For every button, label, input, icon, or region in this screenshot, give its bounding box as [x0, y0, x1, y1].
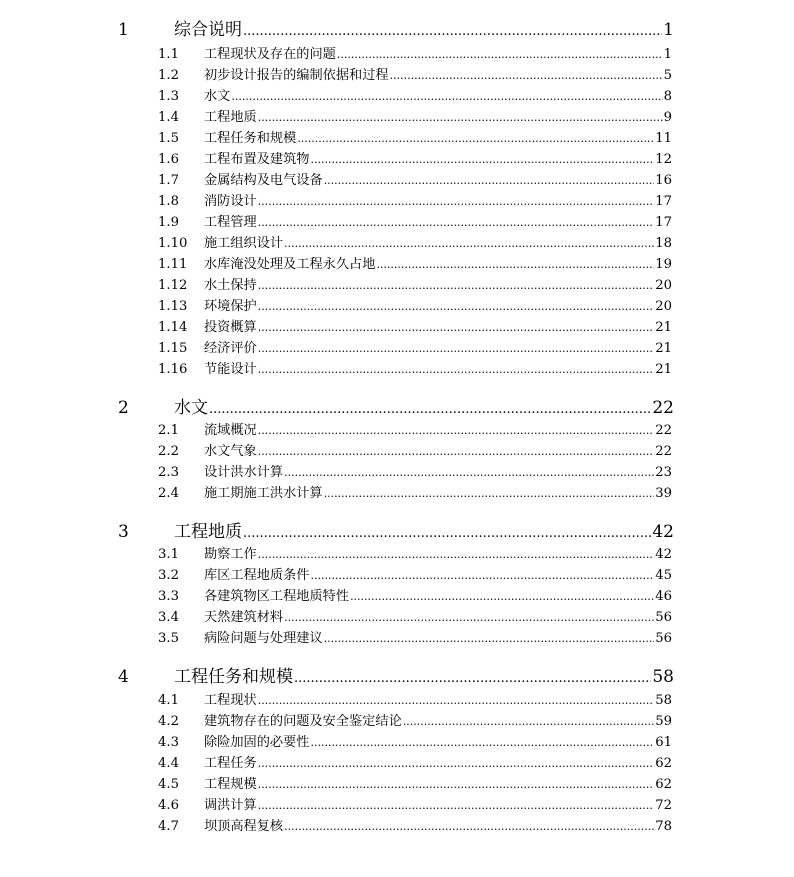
toc-entry-title: 工程任务和规模 [174, 667, 293, 687]
toc-entry-number: 2.3 [158, 465, 179, 480]
toc-entry-number: 1.1 [158, 47, 179, 62]
toc-entry-page-number: 12 [655, 152, 672, 167]
toc-section-entry[interactable] [158, 172, 672, 190]
dot-leader [243, 523, 651, 545]
toc-section-entry[interactable] [158, 546, 672, 564]
toc-entry-number: 2 [118, 398, 129, 418]
toc-entry-title: 施工组织设计 [204, 236, 284, 251]
toc-entry-title: 设计洪水计算 [204, 465, 284, 480]
toc-entry-page-number: 21 [655, 320, 672, 335]
dot-leader [284, 818, 654, 836]
toc-entry-page-number: 61 [655, 735, 672, 750]
toc-entry-title: 工程地质 [174, 522, 242, 542]
toc-entry-title: 水土保持 [204, 278, 257, 293]
dot-leader [324, 485, 655, 503]
toc-entry-page-number: 18 [655, 236, 672, 251]
toc-entry-page-number: 42 [652, 522, 674, 542]
toc-entry-number: 1.13 [158, 299, 188, 314]
toc-chapter-entry[interactable] [118, 19, 674, 43]
toc-entry-title: 水文 [174, 398, 208, 418]
toc-entry-number: 4.4 [158, 756, 179, 771]
toc-section-entry[interactable] [158, 298, 672, 316]
toc-entry-number: 3.4 [158, 610, 179, 625]
toc-entry-page-number: 17 [655, 215, 672, 230]
toc-entry-number: 1 [118, 20, 129, 40]
toc-entry-number: 4.2 [158, 714, 179, 729]
dot-leader [284, 464, 654, 482]
toc-section-entry[interactable] [158, 485, 672, 503]
dot-leader [337, 46, 663, 64]
dot-leader [258, 755, 654, 773]
toc-entry-number: 4.7 [158, 819, 179, 834]
toc-section-entry[interactable] [158, 443, 672, 461]
toc-section-entry[interactable] [158, 193, 672, 211]
dot-leader [376, 256, 654, 274]
toc-entry-page-number: 23 [655, 465, 672, 480]
toc-section-entry[interactable] [158, 755, 672, 773]
toc-entry-title: 勘察工作 [204, 547, 257, 562]
toc-section-entry[interactable] [158, 818, 672, 836]
toc-entry-title: 除险加固的必要性 [204, 735, 310, 750]
toc-section-entry[interactable] [158, 88, 672, 106]
toc-section-entry[interactable] [158, 277, 672, 295]
toc-section-entry[interactable] [158, 464, 672, 482]
dot-leader [258, 443, 654, 461]
toc-entry-title: 库区工程地质条件 [204, 568, 310, 583]
toc-entry-number: 1.7 [158, 173, 179, 188]
toc-entry-page-number: 21 [655, 362, 672, 377]
toc-entry-page-number: 78 [655, 819, 672, 834]
toc-section-entry[interactable] [158, 214, 672, 232]
dot-leader [209, 399, 651, 421]
toc-entry-title: 经济评价 [204, 341, 257, 356]
toc-section-entry[interactable] [158, 151, 672, 169]
toc-entry-title: 坝顶高程复核 [204, 819, 284, 834]
toc-entry-title: 环境保护 [204, 299, 257, 314]
toc-entry-number: 1.15 [158, 341, 188, 356]
toc-entry-page-number: 39 [655, 486, 672, 501]
toc-entry-number: 2.2 [158, 444, 179, 459]
toc-entry-title: 工程任务和规模 [204, 131, 297, 146]
toc-entry-number: 4.3 [158, 735, 179, 750]
toc-entry-title: 水文气象 [204, 444, 257, 459]
dot-leader [258, 214, 654, 232]
toc-entry-page-number: 19 [655, 257, 672, 272]
toc-entry-number: 2.1 [158, 423, 179, 438]
toc-entry-title: 投资概算 [204, 320, 257, 335]
dot-leader [258, 422, 654, 440]
toc-entry-number: 1.9 [158, 215, 179, 230]
dot-leader [258, 797, 654, 815]
toc-entry-number: 1.10 [158, 236, 188, 251]
toc-entry-page-number: 58 [652, 667, 674, 687]
toc-entry-page-number: 72 [655, 798, 672, 813]
toc-entry-number: 3.1 [158, 547, 179, 562]
toc-entry-number: 1.12 [158, 278, 188, 293]
toc-entry-title: 水文 [204, 89, 231, 104]
toc-entry-title: 水库淹没处理及工程永久占地 [204, 257, 376, 272]
toc-entry-title: 金属结构及电气设备 [204, 173, 323, 188]
dot-leader [294, 668, 651, 690]
toc-entry-title: 建筑物存在的问题及安全鉴定结论 [204, 714, 402, 729]
toc-entry-page-number: 45 [655, 568, 672, 583]
toc-entry-title: 综合说明 [174, 20, 242, 40]
dot-leader [258, 361, 654, 379]
dot-leader [258, 340, 654, 358]
toc-entry-number: 3.2 [158, 568, 179, 583]
toc-entry-page-number: 22 [655, 444, 672, 459]
toc-entry-number: 3.3 [158, 589, 179, 604]
toc-entry-number: 3 [118, 522, 129, 542]
toc-section-entry[interactable] [158, 67, 672, 85]
dot-leader [231, 88, 662, 106]
dot-leader [258, 319, 654, 337]
toc-entry-number: 1.14 [158, 320, 188, 335]
dot-leader [258, 109, 663, 127]
toc-entry-number: 4.6 [158, 798, 179, 813]
toc-entry-page-number: 20 [655, 278, 672, 293]
toc-section-entry[interactable] [158, 340, 672, 358]
toc-entry-page-number: 9 [663, 110, 672, 125]
dot-leader [324, 172, 655, 190]
toc-entry-page-number: 21 [655, 341, 672, 356]
toc-entry-page-number: 56 [655, 631, 672, 646]
toc-section-entry[interactable] [158, 130, 672, 148]
dot-leader [258, 193, 654, 211]
toc-entry-title: 工程规模 [204, 777, 257, 792]
toc-entry-page-number: 42 [655, 547, 672, 562]
toc-entry-page-number: 62 [655, 777, 672, 792]
toc-section-entry[interactable] [158, 630, 672, 648]
dot-leader [258, 277, 654, 295]
dot-leader [311, 734, 655, 752]
dot-leader [324, 630, 655, 648]
dot-leader [390, 67, 663, 85]
dot-leader [311, 567, 655, 585]
toc-section-entry[interactable] [158, 361, 672, 379]
toc-section-entry[interactable] [158, 609, 672, 627]
toc-section-entry[interactable] [158, 422, 672, 440]
toc-entry-number: 1.5 [158, 131, 179, 146]
dot-leader [258, 692, 654, 710]
toc-entry-page-number: 46 [655, 589, 672, 604]
dot-leader [284, 235, 654, 253]
toc-entry-number: 1.8 [158, 194, 179, 209]
toc-entry-title: 天然建筑材料 [204, 610, 284, 625]
toc-entry-title: 工程任务 [204, 756, 257, 771]
toc-entry-page-number: 11 [655, 131, 672, 146]
toc-entry-page-number: 5 [663, 68, 672, 83]
toc-entry-title: 施工期施工洪水计算 [204, 486, 323, 501]
toc-entry-page-number: 16 [655, 173, 672, 188]
toc-entry-number: 2.4 [158, 486, 179, 501]
toc-entry-page-number: 58 [655, 693, 672, 708]
dot-leader [258, 776, 654, 794]
toc-section-entry[interactable] [158, 588, 672, 606]
toc-section-entry[interactable] [158, 235, 672, 253]
toc-section-entry[interactable] [158, 567, 672, 585]
toc-section-entry[interactable] [158, 256, 672, 274]
toc-section-entry[interactable] [158, 692, 672, 710]
toc-entry-number: 1.16 [158, 362, 188, 377]
toc-entry-number: 4 [118, 667, 129, 687]
dot-leader [403, 713, 654, 731]
dot-leader [284, 609, 654, 627]
toc-section-entry[interactable] [158, 776, 672, 794]
toc-entry-title: 消防设计 [204, 194, 257, 209]
toc-entry-number: 1.4 [158, 110, 179, 125]
dot-leader [297, 130, 654, 148]
toc-section-entry[interactable] [158, 46, 672, 64]
toc-entry-number: 1.6 [158, 152, 179, 167]
toc-entry-page-number: 17 [655, 194, 672, 209]
dot-leader [258, 546, 654, 564]
toc-entry-number: 1.2 [158, 68, 179, 83]
toc-entry-title: 病险问题与处理建议 [204, 631, 323, 646]
toc-entry-page-number: 1 [663, 47, 672, 62]
toc-entry-page-number: 62 [655, 756, 672, 771]
toc-entry-title: 各建筑物区工程地质特性 [204, 589, 350, 604]
toc-entry-number: 1.3 [158, 89, 179, 104]
toc-entry-page-number: 22 [655, 423, 672, 438]
toc-entry-page-number: 8 [663, 89, 672, 104]
toc-entry-title: 流域概况 [204, 423, 257, 438]
toc-entry-title: 节能设计 [204, 362, 257, 377]
toc-section-entry[interactable] [158, 797, 672, 815]
toc-entry-page-number: 56 [655, 610, 672, 625]
toc-entry-page-number: 1 [663, 20, 674, 40]
toc-section-entry[interactable] [158, 713, 672, 731]
toc-entry-page-number: 59 [655, 714, 672, 729]
dot-leader [350, 588, 654, 606]
toc-chapter-entry[interactable] [118, 521, 674, 545]
toc-entry-number: 4.5 [158, 777, 179, 792]
toc-section-entry[interactable] [158, 319, 672, 337]
toc-entry-title: 工程现状及存在的问题 [204, 47, 336, 62]
toc-entry-page-number: 20 [655, 299, 672, 314]
toc-entry-title: 工程地质 [204, 110, 257, 125]
dot-leader [311, 151, 655, 169]
toc-entry-title: 工程布置及建筑物 [204, 152, 310, 167]
toc-entry-number: 3.5 [158, 631, 179, 646]
toc-entry-title: 工程管理 [204, 215, 257, 230]
dot-leader [258, 298, 654, 316]
toc-entry-number: 1.11 [158, 257, 188, 272]
dot-leader [243, 21, 662, 43]
toc-entry-title: 初步设计报告的编制依据和过程 [204, 68, 389, 83]
toc-entry-page-number: 22 [652, 398, 674, 418]
toc-chapter-entry[interactable] [118, 666, 674, 690]
toc-entry-title: 调洪计算 [204, 798, 257, 813]
toc-entry-number: 4.1 [158, 693, 179, 708]
toc-section-entry[interactable] [158, 109, 672, 127]
toc-entry-title: 工程现状 [204, 693, 257, 708]
toc-chapter-entry[interactable] [118, 397, 674, 421]
toc-section-entry[interactable] [158, 734, 672, 752]
